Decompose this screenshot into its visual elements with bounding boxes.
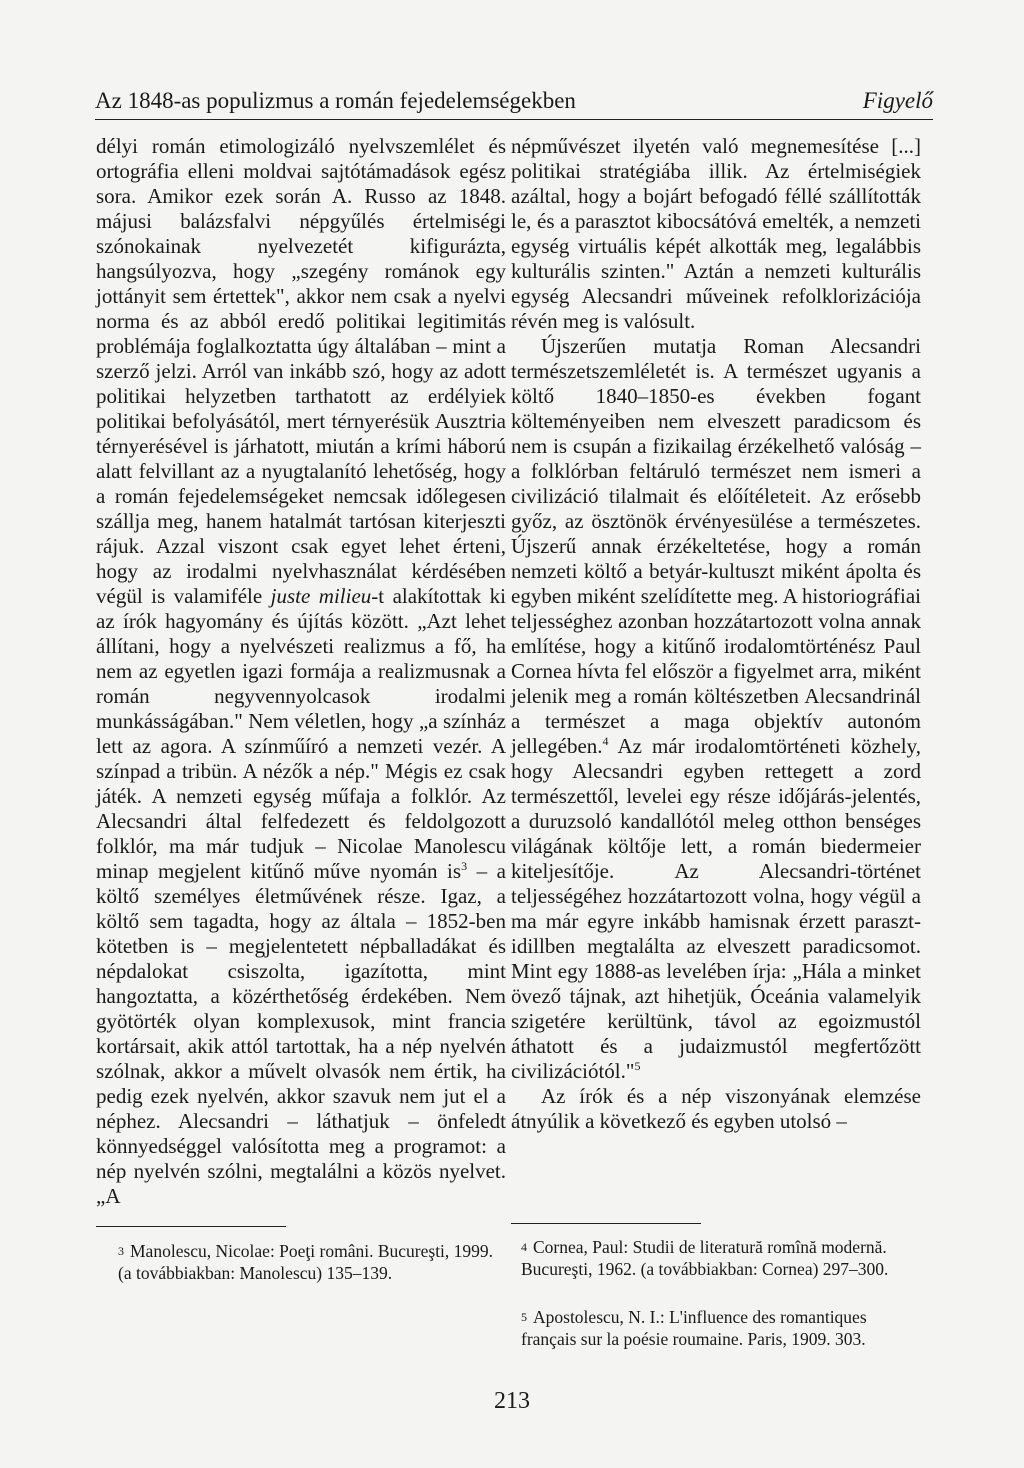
footnote-ref-5: 5	[634, 1059, 641, 1073]
header-title: Az 1848-as populizmus a román fejedelemségekben	[95, 88, 576, 113]
right-paragraph-3: Az írók és a nép viszonyának elemzése átnyúlik a következő és egyben utolsó –	[511, 1084, 921, 1133]
footnote-4	[521, 1236, 921, 1280]
right-paragraph-1: népművészet ilyetén való megnemesítése [...] politikai stratégiába illik. Az értelmiségiek azáltal, hogy a bojárt befogadó féllé szállították le, és a parasztot kibocsátóvá emelték, a nemzeti egység virtuális képét alkották meg, legalábbis kulturális szinten." Aztán a nemzeti kulturális egység Alecsandri műveinek refolklorizációja révén meg is valósult.	[511, 134, 921, 333]
left-column-text	[96, 134, 506, 1209]
right-column	[511, 134, 921, 1134]
italic-term: juste milieu	[270, 584, 372, 608]
footnote-number: 4	[521, 1240, 527, 1254]
header-rule	[95, 119, 933, 120]
footnote-text: Apostolescu, N. I.: L'influence des romantiques français sur la poésie roumaine. Paris, 1909. 303.	[521, 1307, 867, 1349]
footnote-3	[118, 1240, 500, 1284]
right-column-text	[511, 134, 921, 1134]
footnote-5	[521, 1306, 921, 1350]
page-number: 213	[494, 1388, 530, 1414]
footnote-ref-3: 3	[461, 859, 468, 873]
footnote-rule-right	[511, 1223, 701, 1224]
left-column	[96, 134, 506, 1209]
right-paragraph-2: Újszerűen mutatja Roman Alecsandri természetszemléletét is. A természet ugyanis a költő 1840–1850-es években fogant költeményeiben nem elveszett paradicsom és nem is csupán a fizikailag érzékelhető valóság – a folklórban feltáruló természet nem ismeri a civilizáció tilalmait és előítéleteit. Az erősebb győz, az ösztönök érvényesülése a természetes. Újszerű annak érzékeltetése, hogy a román nemzeti költő a betyár-kultuszt miként ápolta és egyben miként szelídítette meg. A historiográfiai teljességhez azonban hozzátartozott volna annak említése, hogy a kitűnő irodalomtörténész Paul Cornea hívta fel először a figyelmet arra, miként jelenik meg a román költészetben Alecsandrinál a természet a maga objektív autonóm jellegében.$^4$ Az már irodalomtörténeti közhely, hogy Alecsandri egyben rettegett a zord természettől, levelei egy része időjárás-jelentés, a duruzsoló kandallótól meleg otthon benséges világának költője lett, a román biedermeier kiteljesítője. Az Alecsandri-történet teljességéhez hozzátartozott volna, hogy végül a ma már egyre inkább hamisnak érzett paraszt-idillben megtalálta az elveszett paradicsomot. Mint egy 1888-as levelében írja: „Hála a minket övező tájnak, azt hihetjük, Óceánia valamelyik szigetére kerültünk, távol az egoizmustól áthatott és a judaizmustól megfertőzött civilizációtól."$^5$	[511, 334, 921, 1083]
footnote-text: Cornea, Paul: Studii de literatură romînă modernă. Bucureşti, 1962. (a továbbiakban: Cornea) 297–300.	[521, 1237, 889, 1279]
left-paragraph-1: délyi román etimologizáló nyelvszemlélet és ortográfia elleni moldvai sajtótámadások egész sora. Amikor ezek során A. Russo az 1848. májusi balázsfalvi népgyűlés értelmiségi szónokainak nyelvezetét kifigurázta, hangsúlyozva, hogy „szegény románok egy jottányit sem értettek", akkor nem csak a nyelvi norma és az abból eredő politikai legitimitás problémája foglalkoztatta úgy általában – mint a szerző jelzi. Arról van inkább szó, hogy az adott politikai helyzetben tarthatott az erdélyiek politikai befolyásától, mert térnyerésük Ausztria térnyerésével is járhatott, miután a krími háború alatt felvillant az a nyugtalanító lehetőség, hogy a román fejedelemségeket nemcsak időlegesen szállja meg, hanem hatalmát tartósan kiterjeszti rájuk. Azzal viszont csak egyet lehet érteni, hogy az irodalmi nyelvhasználat kérdésében végül is valamiféle juste milieu-t alakítottak ki az írók hagyomány és újítás között. „Azt lehet állítani, hogy a nyelvészeti realizmus a fő, ha nem az egyetlen igazi formája a realizmusnak a román negyvennyolcasok irodalmi munkásságában." Nem véletlen, hogy „a színház lett az agora. A színműíró a nemzeti vezér. A színpad a tribün. A nézők a nép." Mégis ez csak játék. A nemzeti egység műfaja a folklór. Az Alecsandri által felfedezett és feldolgozott folklór, ma már tudjuk – Nicolae Manolescu minap megjelent kitűnő műve nyomán $is^3$ – a költő személyes életművének része. Igaz, a költő sem tagadta, hogy az általa – 1852-ben kötetben is – megjelentetett népballadákat és népdalokat csiszolta, igazította, mint hangoztatta, a közérthetőség érdekében. Nem gyötörték olyan komplexusok, mint francia kortársait, akik attól tartottak, ha a nép nyelvén szólnak, akkor a művelt olvasók nem értik, ha pedig ezek nyelvén, akkor szavuk nem jut el a néphez. Alecsandri – láthatjuk – önfeledt könnyedséggel valósította meg a programot: a nép nyelvén szólni, megtalálni a közös nyelvet. „A	[96, 134, 507, 1208]
header-section-label: Figyelő	[862, 88, 933, 113]
footnote-number: 3	[118, 1244, 124, 1258]
footnote-rule-left	[96, 1226, 286, 1227]
footnote-number: 5	[521, 1310, 527, 1324]
footnote-text: Manolescu, Nicolae: Poeţi români. Bucureşti, 1999. (a továbbiakban: Manolescu) 135–139.	[118, 1241, 494, 1283]
footnote-ref-4: 4	[602, 734, 609, 748]
running-header	[95, 88, 933, 118]
